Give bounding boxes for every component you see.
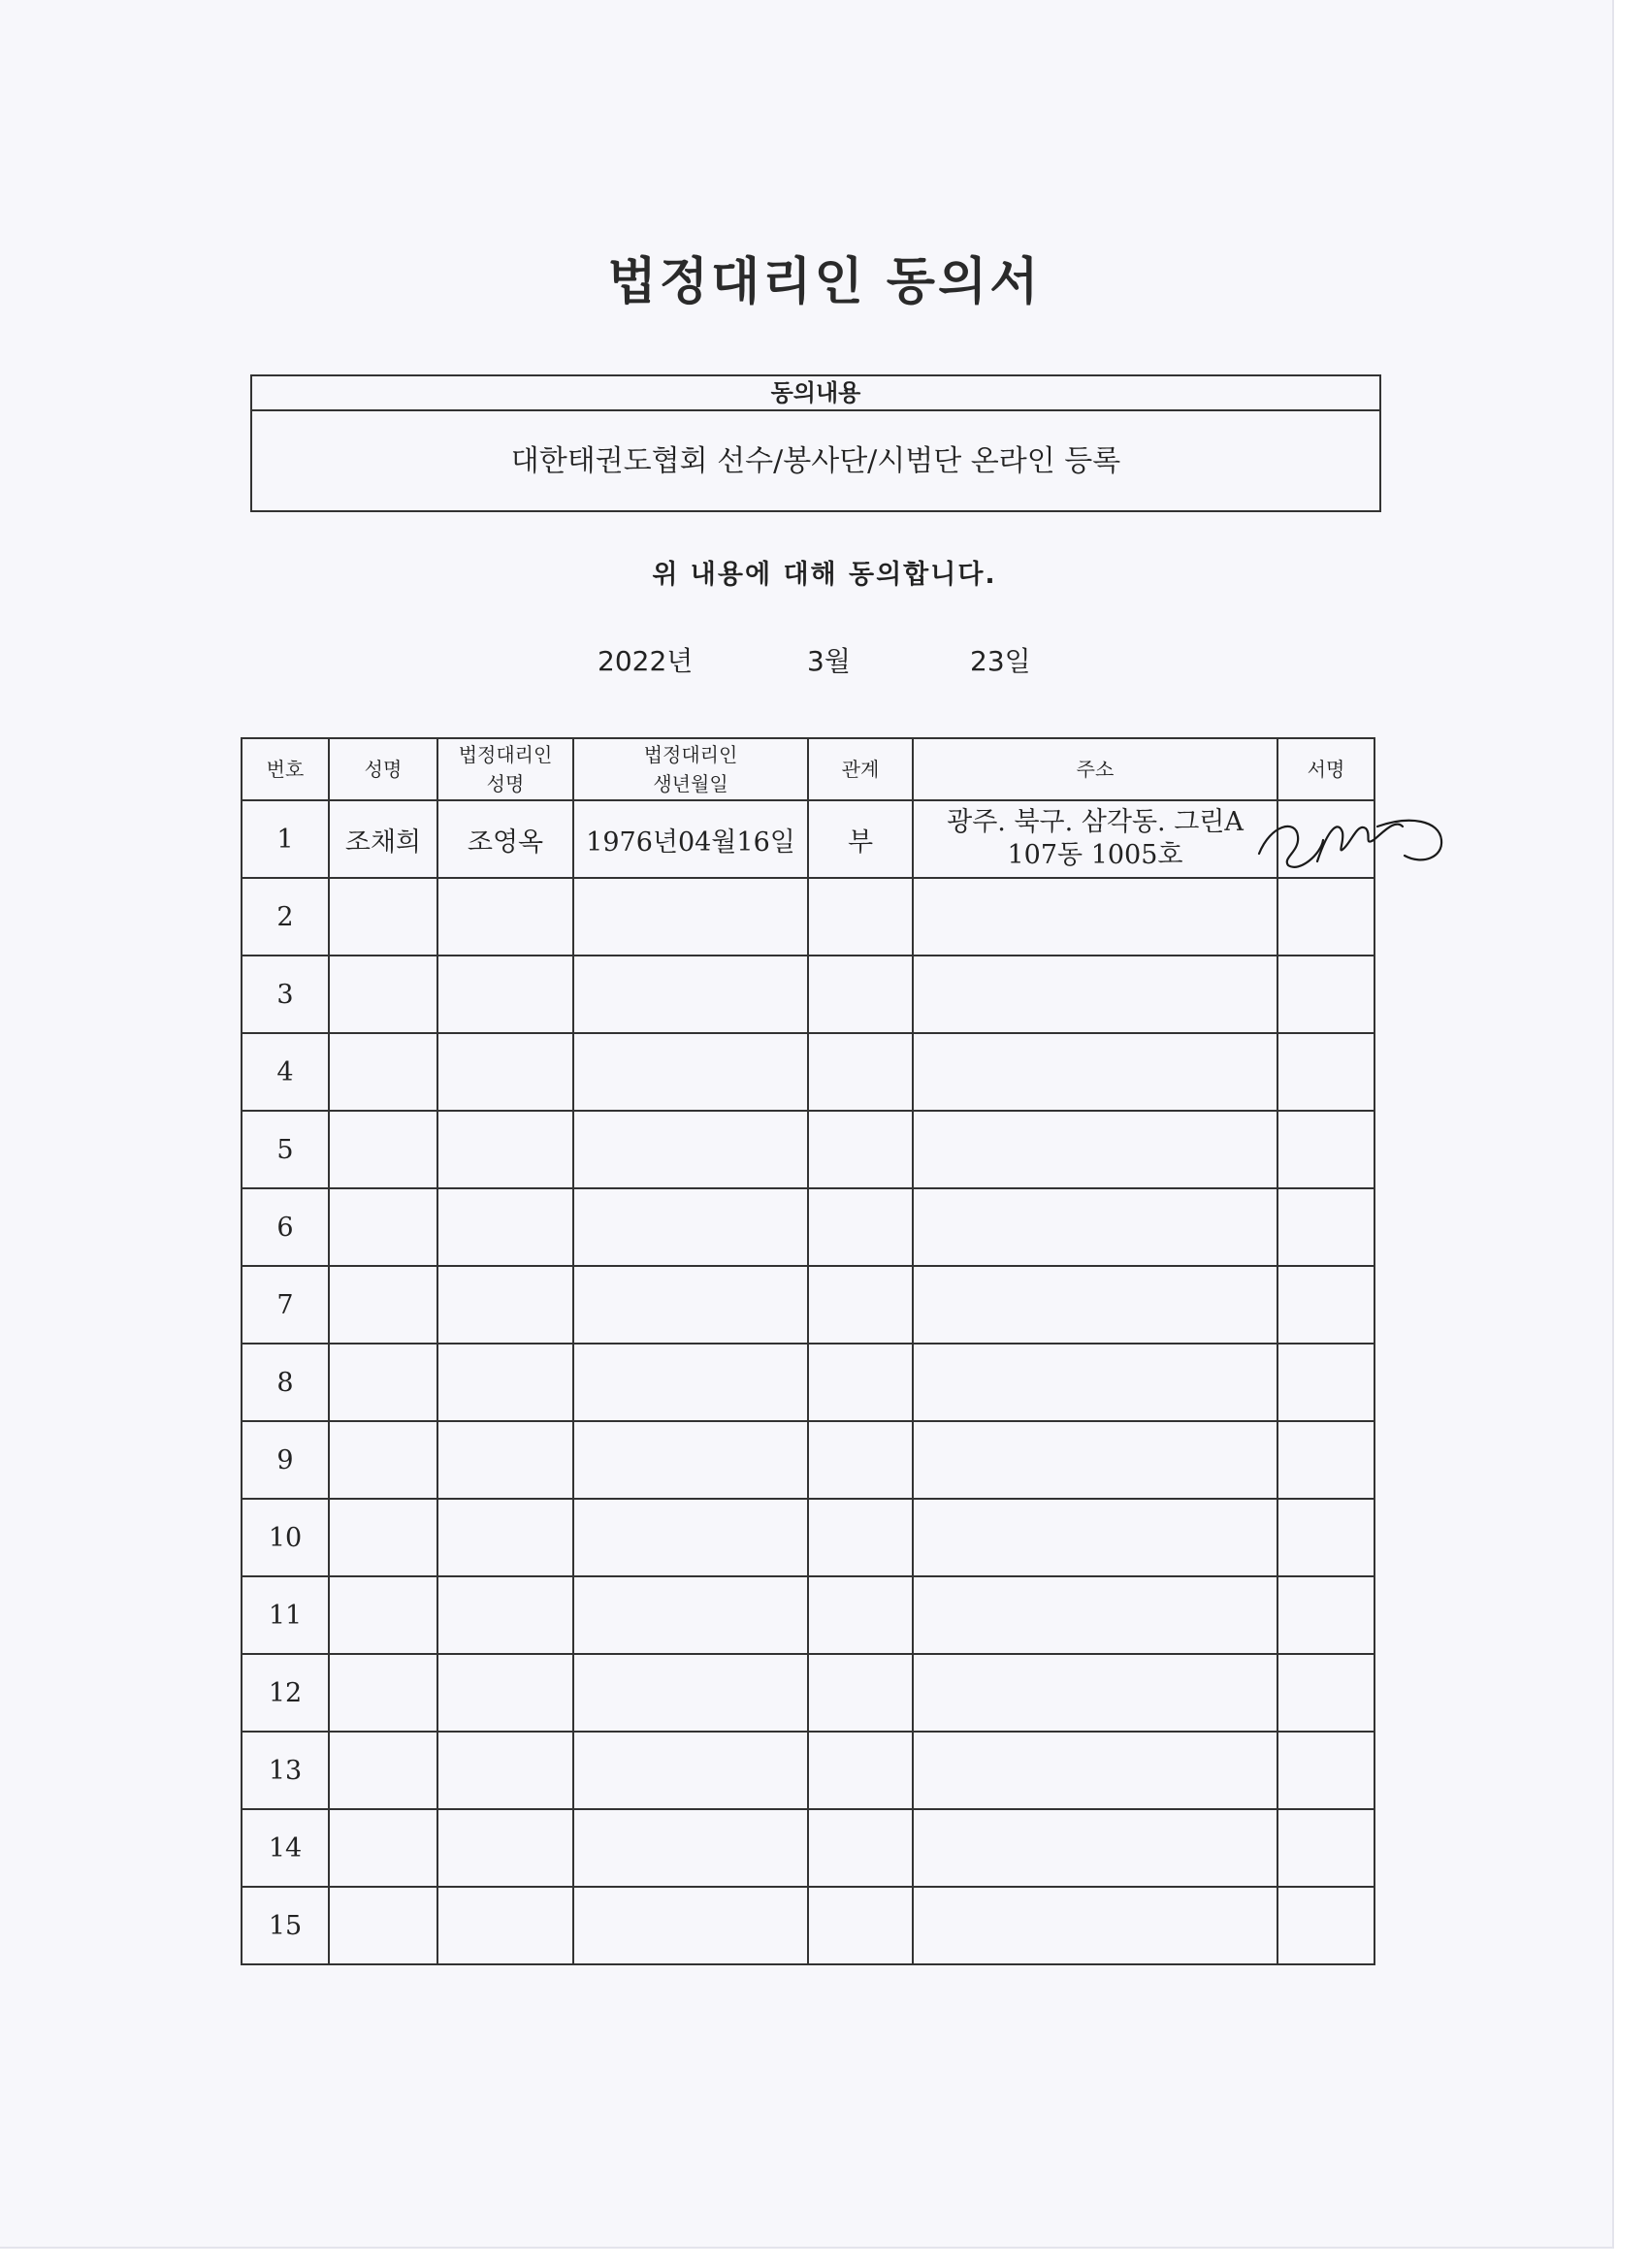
cell-name (329, 1421, 437, 1499)
table-row (242, 1188, 1374, 1266)
cell-guardian-name (437, 1499, 573, 1576)
cell-address (913, 878, 1277, 956)
cell-no: 12 (242, 1654, 329, 1732)
cell-signature (1277, 1576, 1374, 1654)
cell-signature (1277, 1654, 1374, 1732)
date-day: 23일 (970, 645, 1031, 677)
cell-signature (1277, 1266, 1374, 1344)
cell-name (329, 1188, 437, 1266)
cell-signature (1277, 1809, 1374, 1887)
cell-name (329, 1111, 437, 1188)
cell-name (329, 1809, 437, 1887)
table-row (242, 1344, 1374, 1421)
header-relation: 관계 (808, 738, 913, 800)
table-row (242, 1809, 1374, 1887)
cell-guardian-birth (573, 956, 808, 1033)
cell-no: 6 (242, 1188, 329, 1266)
cell-name: 조채희 (329, 800, 437, 878)
cell-no: 14 (242, 1809, 329, 1887)
cell-name (329, 1344, 437, 1421)
cell-no: 5 (242, 1111, 329, 1188)
cell-guardian-name (437, 1188, 573, 1266)
address-line: 광주. 북구. 삼각동. 그린A (947, 807, 1244, 837)
cell-guardian-name (437, 1732, 573, 1809)
cell-relation (808, 1266, 913, 1344)
cell-name (329, 1887, 437, 1964)
cell-guardian-birth (573, 878, 808, 956)
table-row (242, 956, 1374, 1033)
cell-relation (808, 878, 913, 956)
cell-signature (1277, 1111, 1374, 1188)
cell-address (913, 956, 1277, 1033)
cell-relation (808, 1111, 913, 1188)
cell-guardian-name (437, 1344, 573, 1421)
cell-name (329, 878, 437, 956)
consent-box (250, 374, 1381, 512)
cell-guardian-name (437, 1576, 573, 1654)
table-row (242, 1266, 1374, 1344)
cell-signature (1277, 1344, 1374, 1421)
cell-guardian-name (437, 1033, 573, 1111)
cell-address (913, 1266, 1277, 1344)
cell-no: 15 (242, 1887, 329, 1964)
cell-guardian-birth (573, 1732, 808, 1809)
guardian-table (241, 737, 1375, 1965)
cell-signature (1277, 1188, 1374, 1266)
cell-signature (1277, 1732, 1374, 1809)
cell-signature (1277, 800, 1374, 878)
cell-guardian-birth (573, 1421, 808, 1499)
table-row (242, 1576, 1374, 1654)
cell-guardian-name (437, 1111, 573, 1188)
date-year: 2022년 (598, 645, 694, 677)
cell-guardian-birth: 1976년04월16일 (573, 800, 808, 878)
cell-address (913, 1809, 1277, 1887)
cell-signature (1277, 1421, 1374, 1499)
header-name: 성명 (329, 738, 437, 800)
address-line: 107동 1005호 (1007, 840, 1183, 870)
cell-relation (808, 1033, 913, 1111)
cell-name (329, 956, 437, 1033)
cell-no: 2 (242, 878, 329, 956)
cell-no: 11 (242, 1576, 329, 1654)
cell-name (329, 1266, 437, 1344)
cell-guardian-name (437, 956, 573, 1033)
cell-relation (808, 1499, 913, 1576)
cell-address (913, 1033, 1277, 1111)
cell-guardian-birth (573, 1499, 808, 1576)
cell-relation (808, 1809, 913, 1887)
cell-name (329, 1576, 437, 1654)
table-row (242, 1887, 1374, 1964)
cell-relation (808, 1732, 913, 1809)
consent-content: 대한태권도협회 선수/봉사단/시범단 온라인 등록 (510, 444, 1121, 478)
cell-guardian-birth (573, 1887, 808, 1964)
header-guardian-birth: 법정대리인 생년월일 (573, 738, 808, 800)
cell-guardian-birth (573, 1344, 808, 1421)
cell-guardian-birth (573, 1266, 808, 1344)
cell-address (913, 1188, 1277, 1266)
cell-address (913, 1421, 1277, 1499)
cell-signature (1277, 1033, 1374, 1111)
cell-address (913, 1654, 1277, 1732)
table-row (242, 1033, 1374, 1111)
agreement-statement: 위 내용에 대해 동의합니다. (652, 560, 997, 590)
cell-guardian-name (437, 1421, 573, 1499)
table-row (242, 1499, 1374, 1576)
cell-relation (808, 1188, 913, 1266)
cell-guardian-birth (573, 1188, 808, 1266)
cell-guardian-birth (573, 1033, 808, 1111)
header-signature: 서명 (1277, 738, 1374, 800)
cell-name (329, 1499, 437, 1576)
cell-name (329, 1732, 437, 1809)
cell-address (913, 1887, 1277, 1964)
handwritten-signature (1249, 797, 1463, 885)
cell-signature (1277, 878, 1374, 956)
cell-relation: 부 (808, 800, 913, 878)
cell-address (913, 1111, 1277, 1188)
table-row (242, 878, 1374, 956)
cell-address (913, 1576, 1277, 1654)
cell-no: 9 (242, 1421, 329, 1499)
cell-address (913, 1499, 1277, 1576)
cell-address (913, 1732, 1277, 1809)
cell-no: 10 (242, 1499, 329, 1576)
cell-guardian-name (437, 878, 573, 956)
cell-no: 8 (242, 1344, 329, 1421)
header-no: 번호 (242, 738, 329, 800)
cell-signature (1277, 1499, 1374, 1576)
cell-signature (1277, 956, 1374, 1033)
cell-no: 1 (242, 800, 329, 878)
date-month: 3월 (807, 645, 851, 677)
cell-guardian-name (437, 1654, 573, 1732)
cell-guardian-name: 조영옥 (437, 800, 573, 878)
cell-signature (1277, 1887, 1374, 1964)
cell-guardian-birth (573, 1111, 808, 1188)
cell-guardian-name (437, 1809, 573, 1887)
cell-relation (808, 1344, 913, 1421)
cell-relation (808, 1576, 913, 1654)
cell-name (329, 1654, 437, 1732)
cell-no: 7 (242, 1266, 329, 1344)
cell-address (913, 800, 1277, 878)
table-row (242, 1654, 1374, 1732)
table-row (242, 1421, 1374, 1499)
consent-header: 동의내용 (252, 376, 1379, 411)
table-header-row (242, 738, 1374, 800)
cell-no: 3 (242, 956, 329, 1033)
cell-guardian-name (437, 1887, 573, 1964)
cell-relation (808, 956, 913, 1033)
header-guardian-name: 법정대리인 성명 (437, 738, 573, 800)
table-row (242, 1732, 1374, 1809)
cell-name (329, 1033, 437, 1111)
cell-guardian-birth (573, 1654, 808, 1732)
cell-no: 4 (242, 1033, 329, 1111)
cell-relation (808, 1887, 913, 1964)
header-address: 주소 (913, 738, 1277, 800)
cell-guardian-birth (573, 1576, 808, 1654)
cell-relation (808, 1421, 913, 1499)
cell-relation (808, 1654, 913, 1732)
cell-address (913, 1344, 1277, 1421)
cell-guardian-name (437, 1266, 573, 1344)
table-row (242, 800, 1374, 878)
cell-guardian-birth (573, 1809, 808, 1887)
cell-no: 13 (242, 1732, 329, 1809)
document-title: 법정대리인 동의서 (607, 253, 1042, 311)
table-row (242, 1111, 1374, 1188)
